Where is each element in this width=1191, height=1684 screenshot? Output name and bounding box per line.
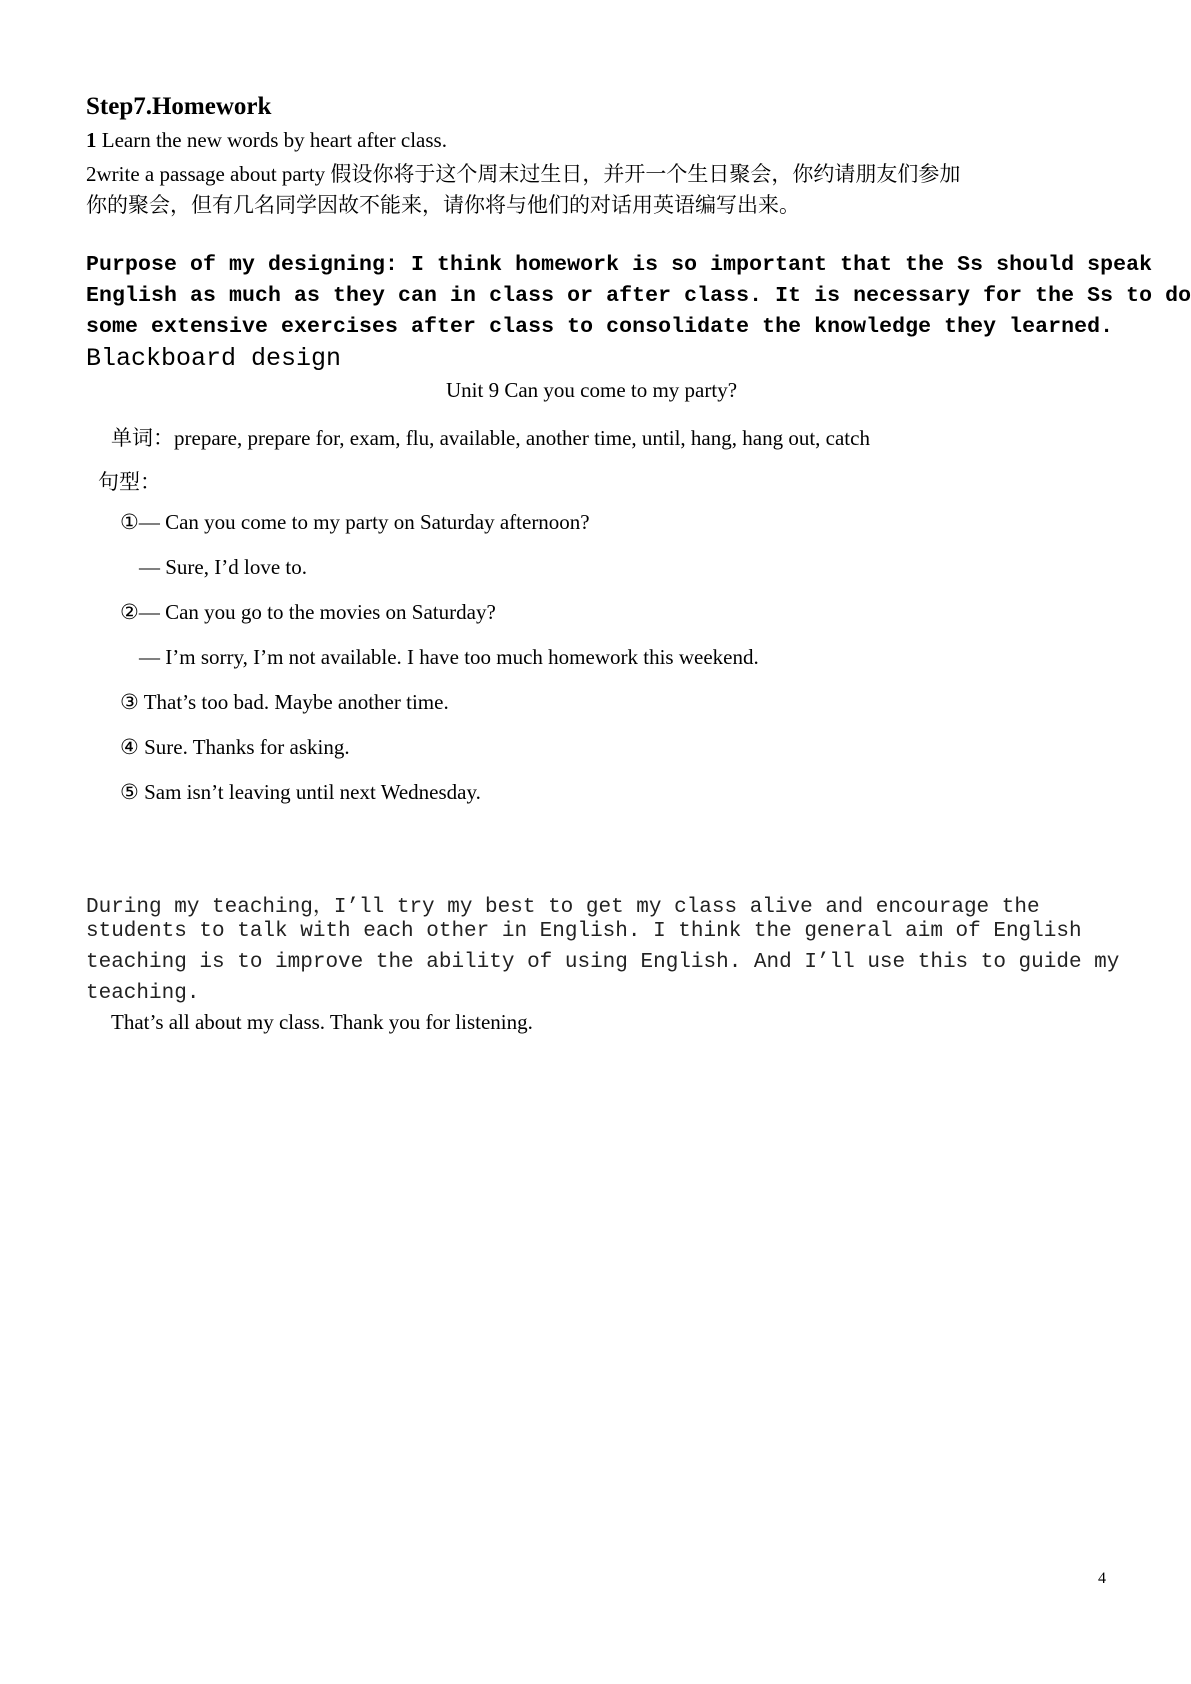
closing-line-3: teaching is to improve the ability of using English. And I’ll use this to guide my <box>86 951 1120 974</box>
purpose-line-3: some extensive exercises after class to consolidate the knowledge they learned. <box>86 315 1114 339</box>
vocabulary-line: 单词：prepare, prepare for, exam, flu, available, another time, until, hang, hang out, catch <box>111 426 870 450</box>
section-heading: Step7.Homework <box>86 93 272 120</box>
closing-line-2: students to talk with each other in English. I think the general aim of English <box>86 920 1082 943</box>
closing-line-1: During my teaching，I’ll try my best to get my class alive and encourage the <box>86 896 1040 919</box>
closing-line-4: teaching. <box>86 982 200 1005</box>
thanks-line: That’s all about my class. Thank you for listening. <box>111 1010 533 1034</box>
pattern-line-5: ③ That’s too bad. Maybe another time. <box>120 690 449 714</box>
pattern-line-2: — Sure, I’d love to. <box>139 555 307 579</box>
purpose-line-2: English as much as they can in class or after class. It is necessary for the Ss to do <box>86 284 1191 308</box>
blackboard-title: Blackboard design <box>86 344 342 373</box>
homework-item-1 <box>86 128 447 153</box>
sentence-pattern-label: 句型： <box>98 470 161 494</box>
homework-item-2-line-2: 你的聚会，但有几名同学因故不能来，请你将与他们的对话用英语编写出来。 <box>86 193 800 217</box>
unit-title: Unit 9 Can you come to my party? <box>446 378 738 402</box>
pattern-line-7: ⑤ Sam isn’t leaving until next Wednesday. <box>120 780 481 804</box>
pattern-line-6: ④ Sure. Thanks for asking. <box>120 735 350 759</box>
pattern-line-3: ②— Can you go to the movies on Saturday? <box>120 600 496 624</box>
homework-item-1-number: 1 <box>86 128 97 152</box>
pattern-line-1: ①— Can you come to my party on Saturday afternoon? <box>120 510 590 534</box>
homework-item-2-line-1: 2write a passage about party 假设你将于这个周末过生日，并开一个生日聚会，你约请朋友们参加 <box>86 162 961 186</box>
pattern-line-4: — I’m sorry, I’m not available. I have too much homework this weekend. <box>139 645 759 669</box>
purpose-line-1: Purpose of my designing: I think homework is so important that the Ss should speak <box>86 253 1153 277</box>
homework-item-1-text: Learn the new words by heart after class. <box>96 128 447 152</box>
page-number: 4 <box>1098 1570 1106 1587</box>
